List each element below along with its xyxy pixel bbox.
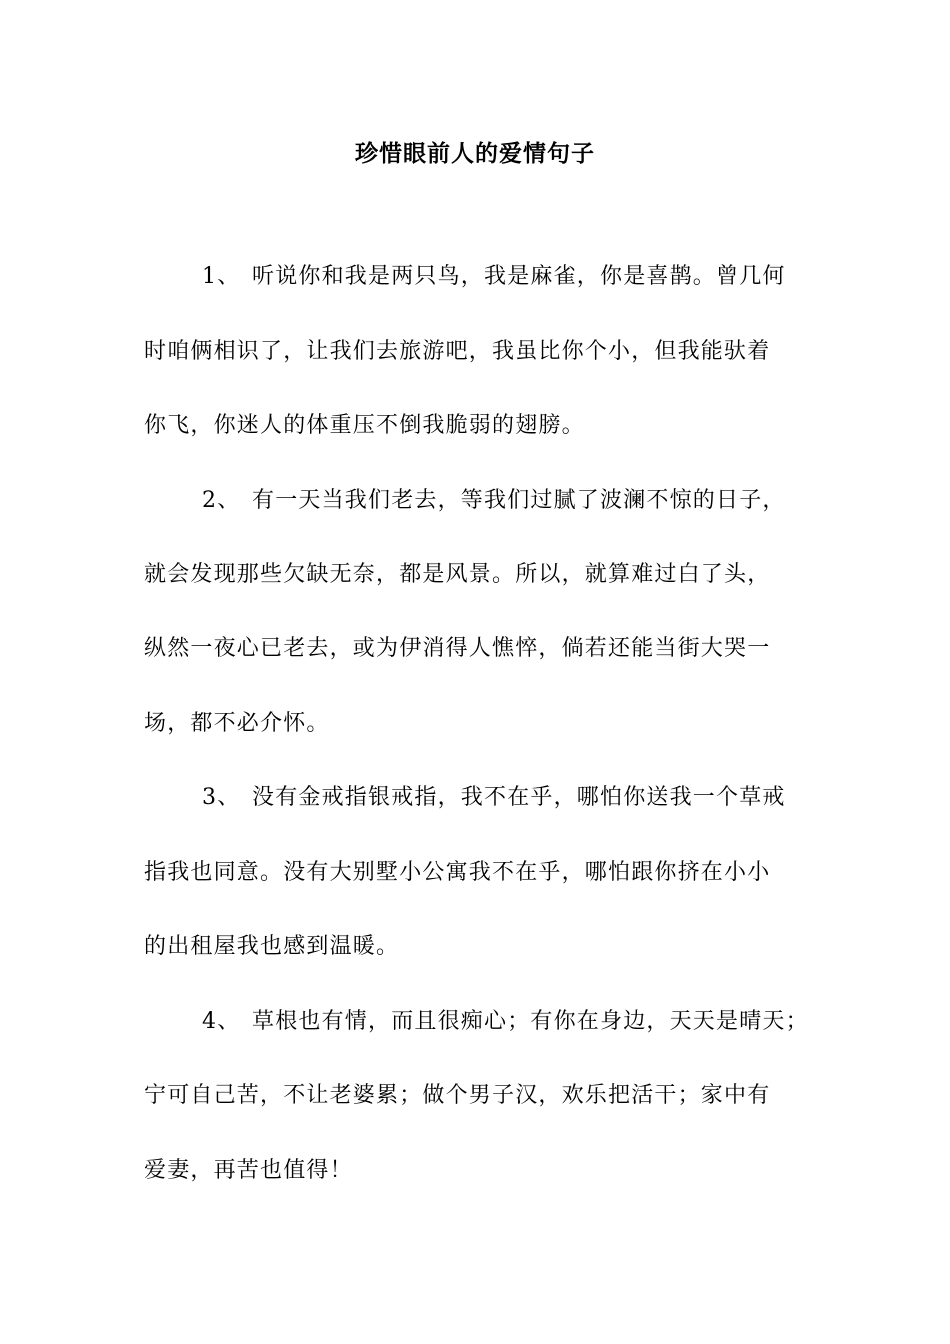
- paragraph-3-number: 3、: [202, 785, 241, 810]
- page-title: 珍惜眼前人的爱情句子: [355, 140, 595, 167]
- paragraph-1-text: 听说你和我是两只鸟，我是麻雀，你是喜鹊。曾几何: [252, 264, 786, 289]
- paragraph-2-text: 有一天当我们老去，等我们过腻了波澜不惊的日子，: [252, 488, 786, 513]
- paragraph-2-line-1: [202, 486, 786, 516]
- paragraph-4-text: 草根也有情，而且很痴心；有你在身边，天天是晴天；: [252, 1009, 809, 1034]
- paragraph-1-line-1: [202, 262, 786, 292]
- paragraph-3-line-2: 指我也同意。没有大别墅小公寓我不在乎，哪怕跟你挤在小小: [144, 860, 771, 885]
- paragraph-4-number: 4、: [202, 1009, 241, 1034]
- paragraph-1-line-2: 时咱俩相识了，让我们去旅游吧，我虽比你个小，但我能驮着: [144, 339, 771, 364]
- paragraph-3-line-3: 的出租屋我也感到温暖。: [144, 934, 400, 959]
- paragraph-3-text: 没有金戒指银戒指，我不在乎，哪怕你送我一个草戒: [252, 785, 786, 810]
- paragraph-2-line-4: 场，都不必介怀。: [144, 711, 330, 736]
- paragraph-1-line-3: 你飞，你迷人的体重压不倒我脆弱的翅膀。: [144, 413, 585, 438]
- paragraph-4-line-3: 爱妻，再苦也值得！: [144, 1158, 353, 1183]
- paragraph-3-line-1: [202, 783, 786, 813]
- paragraph-2-line-2: 就会发现那些欠缺无奈，都是风景。所以，就算难过白了头，: [144, 562, 771, 587]
- paragraph-2-line-3: 纵然一夜心已老去，或为伊消得人憔悴，倘若还能当街大哭一: [144, 636, 771, 661]
- paragraph-4-line-1: [202, 1007, 809, 1037]
- paragraph-4-line-2: 宁可自己苦，不让老婆累；做个男子汉，欢乐把活干；家中有: [144, 1083, 771, 1108]
- paragraph-2-number: 2、: [202, 488, 241, 513]
- paragraph-1-number: 1、: [202, 264, 241, 289]
